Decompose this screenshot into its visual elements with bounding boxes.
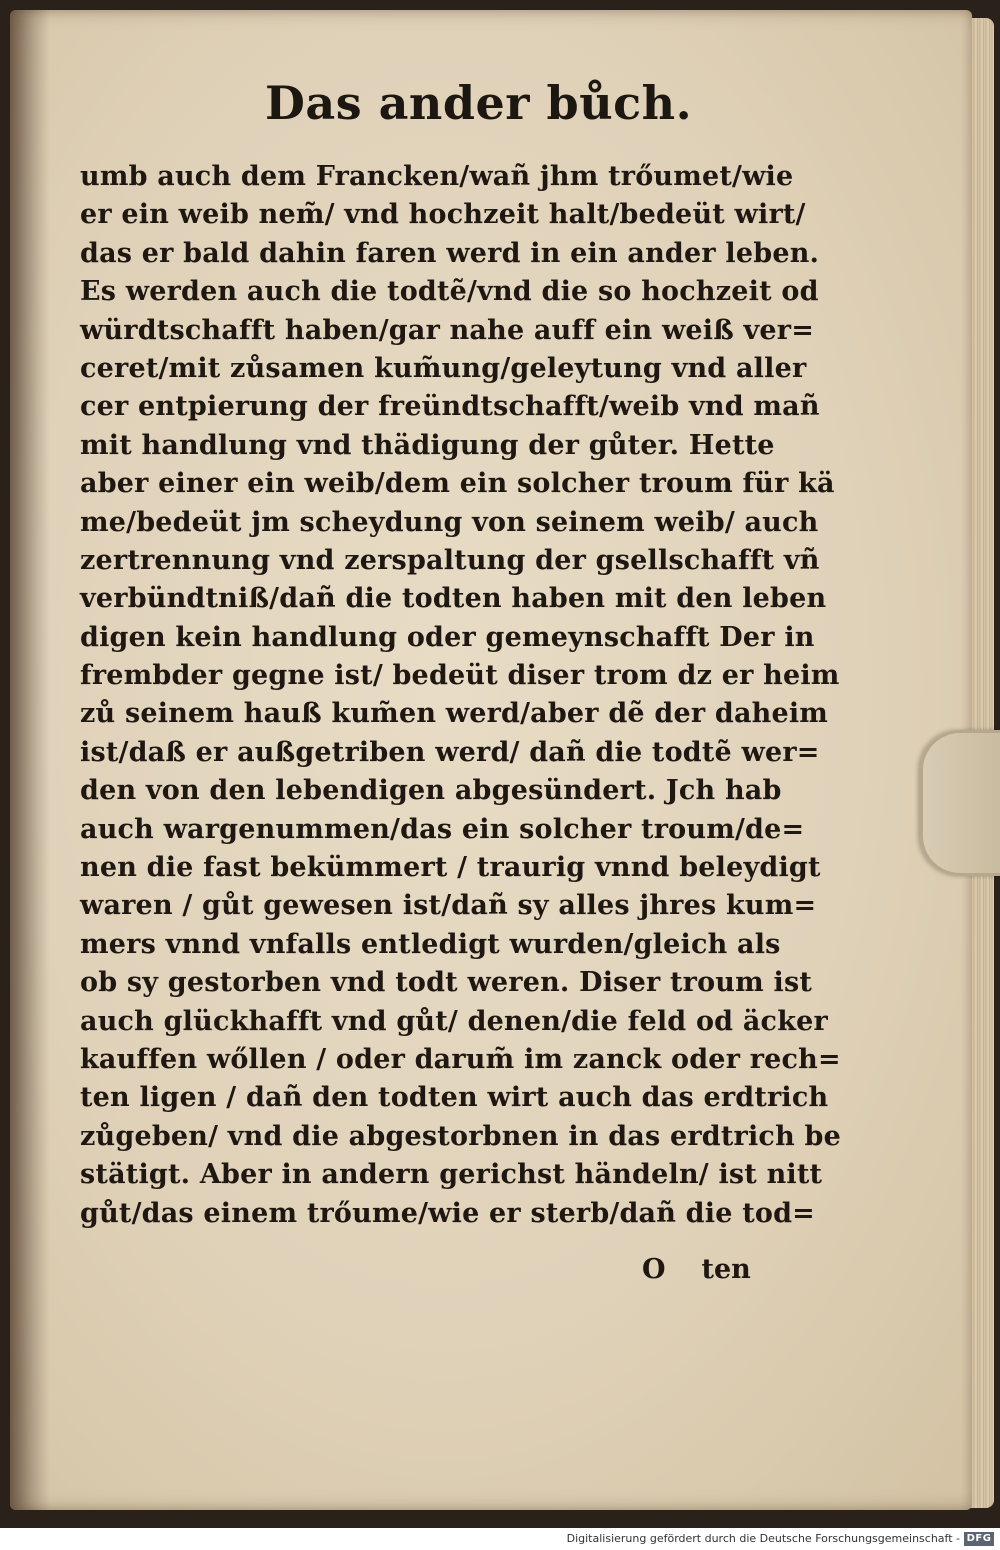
text-line: er ein weib nem̃/ vnd hochzeit halt/bedeüt wirt/ xyxy=(80,199,806,231)
text-line: verbündtniß/dañ die todten haben mit den leben xyxy=(80,583,827,615)
text-line: ob sy gestorben vnd todt weren. Diser troum ist xyxy=(80,967,813,999)
text-line: würdtschafft haben/gar nahe auff ein weiß ver= xyxy=(80,314,815,346)
text-line: auch wargenummen/das ein solcher troum/de= xyxy=(80,813,805,845)
text-line: aber einer ein weib/dem ein solcher troum für kä xyxy=(80,468,835,500)
book-clasp xyxy=(920,730,1000,876)
text-line: mit handlung vnd thädigung der gůter. Hette xyxy=(80,429,775,461)
text-line: ceret/mit zůsamen kum̃ung/geleytung vnd aller xyxy=(80,352,807,384)
text-line: frembder gegne ist/ bedeüt diser trom dz er heim xyxy=(80,660,840,692)
text-line: kauffen wőllen / oder darum̃ im zanck oder rech= xyxy=(80,1043,841,1075)
book-page xyxy=(10,10,972,1510)
body-text xyxy=(80,158,841,1233)
dfg-logo-icon: DFG xyxy=(964,1532,994,1546)
funding-credit: Digitalisierung gefördert durch die Deutsche Forschungsgemeinschaft - xyxy=(566,1532,960,1545)
gutter-shadow xyxy=(10,10,50,1510)
text-line: waren / gůt gewesen ist/dañ sy alles jhres kum= xyxy=(80,890,817,922)
text-line: zertrennung vnd zerspaltung der gsellschafft vñ xyxy=(80,544,820,576)
text-line: ist/daß er außgetriben werd/ dañ die todtẽ wer= xyxy=(80,736,820,768)
text-line: nen die fast bekümmert / traurig vnnd beleydigt xyxy=(80,852,821,884)
text-line: me/bedeüt jm scheydung von seinem weib/ auch xyxy=(80,506,819,538)
footer-bar xyxy=(0,1528,1000,1550)
text-line: digen kein handlung oder gemeynschafft Der in xyxy=(80,621,815,653)
text-line: stätigt. Aber in andern gerichst händeln/ ist nitt xyxy=(80,1159,823,1191)
signature-mark: O xyxy=(642,1254,666,1285)
text-line: auch glückhafft vnd gůt/ denen/die feld od äcker xyxy=(80,1005,828,1037)
text-line: cer entpierung der freündtschafft/weib vnd mañ xyxy=(80,391,820,423)
text-line: umb auch dem Francken/wañ jhm trőumet/wie xyxy=(80,161,794,192)
text-line: zůgeben/ vnd die abgestorbnen in das erdtrich be xyxy=(80,1120,841,1152)
running-head: Das ander bůch. xyxy=(265,76,693,130)
catchword: ten xyxy=(701,1254,751,1285)
text-line: Es werden auch die todtẽ/vnd die so hochzeit od xyxy=(80,276,819,308)
text-line: gůt/das einem trőume/wie er sterb/dañ die tod= xyxy=(80,1197,815,1229)
text-line: zů seinem hauß kum̃en werd/aber dẽ der daheim xyxy=(80,698,829,730)
text-line: das er bald dahin faren werd in ein ander leben. xyxy=(80,237,820,269)
text-line: ten ligen / dañ den todten wirt auch das erdtrich xyxy=(80,1082,829,1114)
catchline xyxy=(642,1254,782,1285)
text-line: den von den lebendigen abgesündert. Jch hab xyxy=(80,775,782,807)
text-line: mers vnnd vnfalls entledigt wurden/gleich als xyxy=(80,928,781,960)
